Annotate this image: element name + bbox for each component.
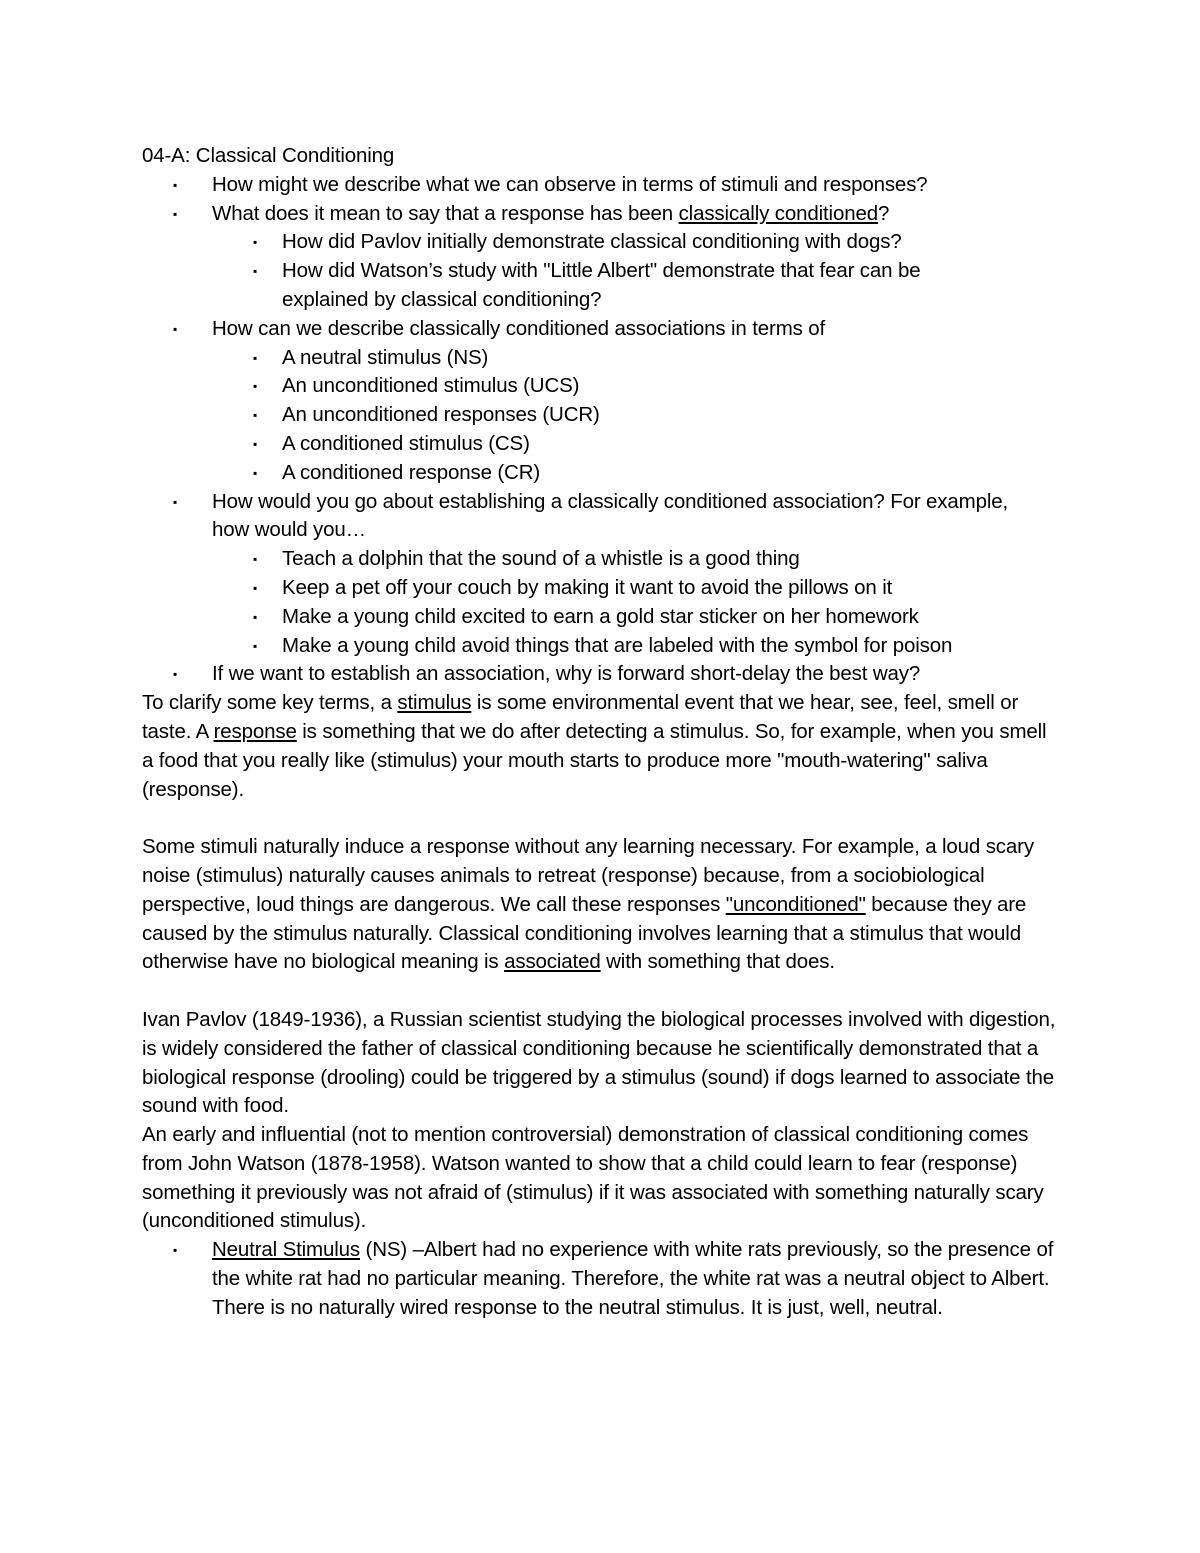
text-run: is some environmental event that we hear, see, feel, smell or taste. A bbox=[142, 691, 1019, 743]
bullet-icon: ▪ bbox=[172, 321, 178, 336]
document-body bbox=[142, 142, 1062, 1323]
outline-item bbox=[142, 228, 1062, 257]
text-run: An unconditioned responses (UCR) bbox=[282, 403, 600, 427]
bullet-icon: ▪ bbox=[252, 264, 258, 279]
text-run: A conditioned stimulus (CS) bbox=[282, 431, 530, 455]
outline-item bbox=[142, 660, 1062, 689]
paragraph-spacer bbox=[142, 804, 1062, 833]
text-run: because they are caused by the stimulus naturally. Classical conditioning involves learning that a stimulus that would otherwise have no biological meaning is bbox=[142, 892, 1027, 974]
text-run: Ivan Pavlov (1849-1936), a Russian scientist studying the biological processes involved with digestion, is widely considered the father of classical conditioning because he scientifically demonstrated that a biological response (drooling) could be triggered by a stimulus (sound) if dogs learned to associate the sound with food. bbox=[142, 1007, 1056, 1118]
text-run: How did Watson’s study with "Little Albert" demonstrate that fear can be bbox=[282, 259, 921, 283]
text-run: How would you go about establishing a classically conditioned association? For example, bbox=[212, 489, 1009, 513]
bullet-icon: ▪ bbox=[172, 206, 178, 221]
text-run: What does it mean to say that a response has been bbox=[212, 201, 679, 225]
body-paragraph bbox=[142, 689, 1062, 804]
bullet-icon: ▪ bbox=[252, 465, 258, 480]
underlined-term: classically conditioned bbox=[678, 201, 878, 225]
outline-item bbox=[142, 459, 1062, 488]
bullet-icon: ▪ bbox=[252, 609, 258, 624]
bullet-icon: ▪ bbox=[252, 552, 258, 567]
outline-item bbox=[142, 401, 1062, 430]
bullet-icon: ▪ bbox=[172, 494, 178, 509]
bullet-icon: ▪ bbox=[172, 1243, 178, 1258]
text-run: with something that does. bbox=[600, 950, 835, 974]
outline-item bbox=[142, 632, 1062, 661]
text-run: is something that we do after detecting a stimulus. So, for example, when you smell a food that you really like (stimulus) your mouth starts to produce more "mouth-watering" saliva (response). bbox=[142, 719, 1047, 801]
text-run: A neutral stimulus (NS) bbox=[282, 345, 489, 369]
text-run: Teach a dolphin that the sound of a whistle is a good thing bbox=[282, 547, 800, 571]
outline-item bbox=[142, 344, 1062, 373]
bullet-icon: ▪ bbox=[252, 408, 258, 423]
definition-item bbox=[142, 1236, 1062, 1322]
outline-item bbox=[142, 574, 1062, 603]
text-run: To clarify some key terms, a bbox=[142, 691, 398, 715]
text-run: If we want to establish an association, why is forward short-delay the best way? bbox=[212, 662, 921, 686]
text-run: How can we describe classically conditioned associations in terms of bbox=[212, 316, 826, 340]
outline-item bbox=[142, 257, 1062, 286]
outline-item bbox=[142, 200, 1062, 229]
text-run: An unconditioned stimulus (UCS) bbox=[282, 374, 580, 398]
text-run: Make a young child excited to earn a gold star sticker on her homework bbox=[282, 604, 919, 628]
body-paragraph bbox=[142, 1121, 1062, 1236]
bullet-icon: ▪ bbox=[252, 350, 258, 365]
underlined-term: associated bbox=[504, 950, 601, 974]
text-run: Some stimuli naturally induce a response without any learning necessary. For example, a loud scary noise (stimulus) naturally causes animals to retreat (response) because, from a sociobiological perspective, loud things are dangerous. We call these responses bbox=[142, 835, 1034, 916]
underlined-term: stimulus bbox=[397, 691, 472, 715]
text-run: ? bbox=[877, 201, 890, 225]
body-paragraph bbox=[142, 833, 1062, 977]
outline-item bbox=[142, 545, 1062, 574]
bullet-icon: ▪ bbox=[252, 235, 258, 250]
outline-item bbox=[142, 315, 1062, 344]
text-run: (NS) –Albert had no experience with white rats previously, so the presence of the white rat had no particular meaning. Therefore, the white rat was a neutral object to Albert. There is no naturally wired response to the neutral stimulus. It is just, well, neutral. bbox=[212, 1238, 1054, 1319]
text-run: how would you… bbox=[212, 518, 367, 542]
outline-item bbox=[142, 171, 1062, 200]
underlined-term: response bbox=[213, 719, 297, 743]
outline-item bbox=[142, 430, 1062, 459]
paragraph-spacer bbox=[142, 977, 1062, 1006]
outline-item bbox=[142, 488, 1062, 517]
bullet-icon: ▪ bbox=[252, 436, 258, 451]
text-run: Keep a pet off your couch by making it want to avoid the pillows on it bbox=[282, 575, 893, 599]
text-run: Make a young child avoid things that are labeled with the symbol for poison bbox=[282, 633, 953, 657]
text-run: How did Pavlov initially demonstrate classical conditioning with dogs? bbox=[282, 230, 902, 254]
bullet-icon: ▪ bbox=[172, 177, 178, 192]
outline-item bbox=[142, 603, 1062, 632]
text-run: A conditioned response (CR) bbox=[282, 460, 541, 484]
body-paragraph bbox=[142, 1006, 1062, 1121]
outline-item-continuation bbox=[142, 516, 1062, 545]
document-title: 04-A: Classical Conditioning bbox=[142, 144, 395, 167]
bullet-icon: ▪ bbox=[252, 580, 258, 595]
bullet-icon: ▪ bbox=[252, 638, 258, 653]
outline-item-continuation bbox=[142, 286, 1062, 315]
bullet-icon: ▪ bbox=[172, 667, 178, 682]
underlined-term: "unconditioned" bbox=[725, 892, 866, 916]
text-run: An early and influential (not to mention controversial) demonstration of classical conditioning comes from John Watson (1878-1958). Watson wanted to show that a child could learn to fear (response) something it previously was not afraid of (stimulus) if it was associated with something naturally scary (unconditioned stimulus). bbox=[142, 1123, 1044, 1233]
outline-item bbox=[142, 372, 1062, 401]
text-run: How might we describe what we can observe in terms of stimuli and responses? bbox=[212, 172, 928, 196]
term-definitions-list bbox=[142, 1236, 1062, 1322]
explanation-paragraphs bbox=[142, 689, 1062, 1236]
underlined-term: Neutral Stimulus bbox=[212, 1238, 360, 1262]
bullet-icon: ▪ bbox=[252, 379, 258, 394]
question-outline bbox=[142, 171, 1062, 689]
text-run: explained by classical conditioning? bbox=[282, 287, 602, 311]
